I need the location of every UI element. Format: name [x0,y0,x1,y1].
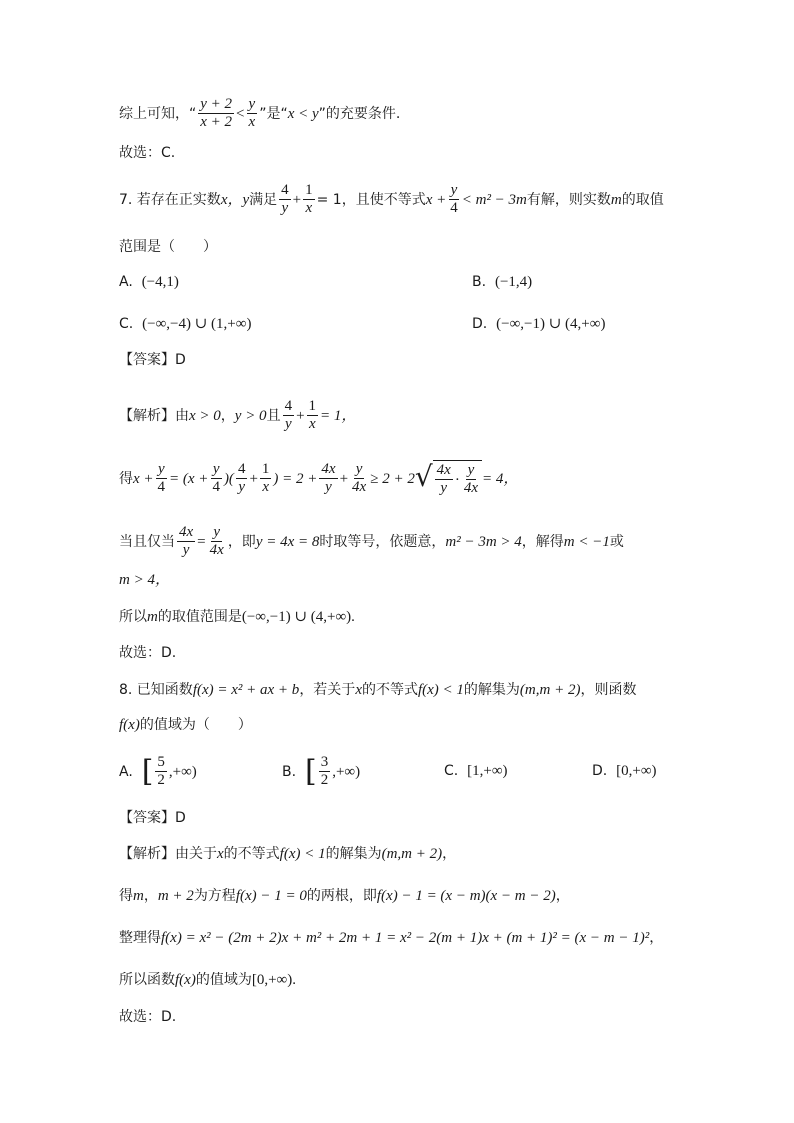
question-8-stem-cont: f(x) 的值域为（ ） [119,717,252,733]
option-c: C. [1,+∞) [444,763,508,779]
analysis-line-4: m > 4， [119,572,170,588]
fraction: $\frac{y + 2}{x + 2}$ [200,96,233,130]
fraction: $\frac{4}{y}$ [237,461,246,495]
text: = 1，且使不等式 [316,191,426,208]
fraction: $\frac{y}{4}$ [212,461,220,495]
option-a: A. [ $\frac{5}{2}$ , +∞) [119,753,197,789]
answer-label: 【答案】D [119,352,186,368]
square-root: √ $\frac{4x}{y}$ · $\frac{y}{4x}$ [415,460,482,497]
question-7-stem: 7. 若存在正实数 x，y 满足 $\frac{4}{y}$ + $\frac{1}{x}$ = 1，且使不等式 x + $\frac{y}{4}$ < m² − 3m 有解，则实数 m 的取值 [119,182,664,216]
fraction: $\frac{y}{x}$ [248,96,256,130]
question-7-stem-cont: 范围是（ ） [119,239,217,255]
option-b: B. (−1,4) [472,274,533,290]
fraction: $\frac{4x}{y}$ [179,524,194,558]
conclusion-line: 综上可知，“ $\frac{y + 2}{x + 2}$ < $\frac{y}{x}$ ”是“ x < y ”的充要条件. [119,96,401,130]
fraction: $\frac{1}{x}$ [305,182,313,216]
choice-line: 故选：D. [119,645,177,661]
math: x，y [220,191,250,208]
fraction: $\frac{y}{4x}$ [209,524,224,558]
fraction: $\frac{4}{y}$ [284,398,293,432]
choice-line: 故选：C. [119,145,176,161]
option-a: A. (−4,1) [119,274,179,290]
text: 有解，则实数 [526,191,611,208]
text: ”的充要条件. [318,105,401,122]
text: 满足 [249,191,278,208]
analysis-line-3: 当且仅当 $\frac{4x}{y}$ = $\frac{y}{4x}$ ，即 y = 4x = 8 时取等号，依题意， m² − 3m > 4 ，解得 m < −1 或 [119,524,624,558]
analysis-line-4: 所以函数 f(x) 的值域为 [0,+∞) . [119,972,296,988]
option-d: D. (−∞,−1) ∪ (4,+∞) [472,316,606,332]
fraction: $\frac{4}{y}$ [281,182,289,216]
choice-line: 故选：D. [119,1009,177,1025]
fraction: $\frac{4x}{y}$ [321,461,336,495]
option-b: B. [ $\frac{3}{2}$ , +∞) [282,753,361,789]
text: ”是“ [259,105,288,122]
text: 的取值 [621,191,664,208]
math: < m² − 3m [461,191,527,208]
analysis-line-2: 得 m ， m + 2 为方程 f(x) − 1 = 0 的两根，即 f(x) − 1 = (x − m)(x − m − 2) ， [119,888,570,904]
analysis-line-5: 所以 m 的取值范围是 (−∞,−1) ∪ (4,+∞) . [119,609,355,625]
option-d: D. [0,+∞) [592,763,657,779]
math: m [610,191,622,208]
analysis-line-1: 【解析】 由 x > 0 ， y > 0 且 $\frac{4}{y}$ + $\frac{1}{x}$ = 1， [119,398,357,432]
math: x < y [287,105,319,122]
option-c: C. (−∞,−4) ∪ (1,+∞) [119,316,252,332]
text: 综上可知，“ [119,105,197,122]
question-8-stem: 8. 已知函数 f(x) = x² + ax + b ，若关于 x 的不等式 f(x) < 1 的解集为 (m,m + 2) ，则函数 [119,682,637,698]
fraction: $\frac{1}{x}$ [261,461,270,495]
answer-label: 【答案】D [119,810,186,826]
text: 7. 若存在正实数 [119,191,221,208]
analysis-line-3: 整理得 f(x) = x² − (2m + 2)x + m² + 2m + 1 = x² − 2(m + 1)x + (m + 1)² = (x − m − 1)² ， [119,930,664,946]
fraction: $\frac{y}{4}$ [450,182,458,216]
fraction: $\frac{y}{4x}$ [352,461,367,495]
analysis-line-1: 【解析】 由关于 x 的不等式 f(x) < 1 的解集为 (m,m + 2) ， [119,846,457,862]
fraction: $\frac{1}{x}$ [308,398,317,432]
analysis-line-2: 得 x + $\frac{y}{4}$ = (x + $\frac{y}{4}$ )( $\frac{4}{y}$ + $\frac{1}{x}$ ) = 2 + $\frac{4x}{y}$ + $\frac{y}{4x}$ ≥ 2 + 2 √ $\frac{4x}{y}$ · $\frac{y}{4x}$ = 4， [119,460,519,496]
fraction: $\frac{y}{4}$ [157,461,166,495]
math: x + [425,191,447,208]
